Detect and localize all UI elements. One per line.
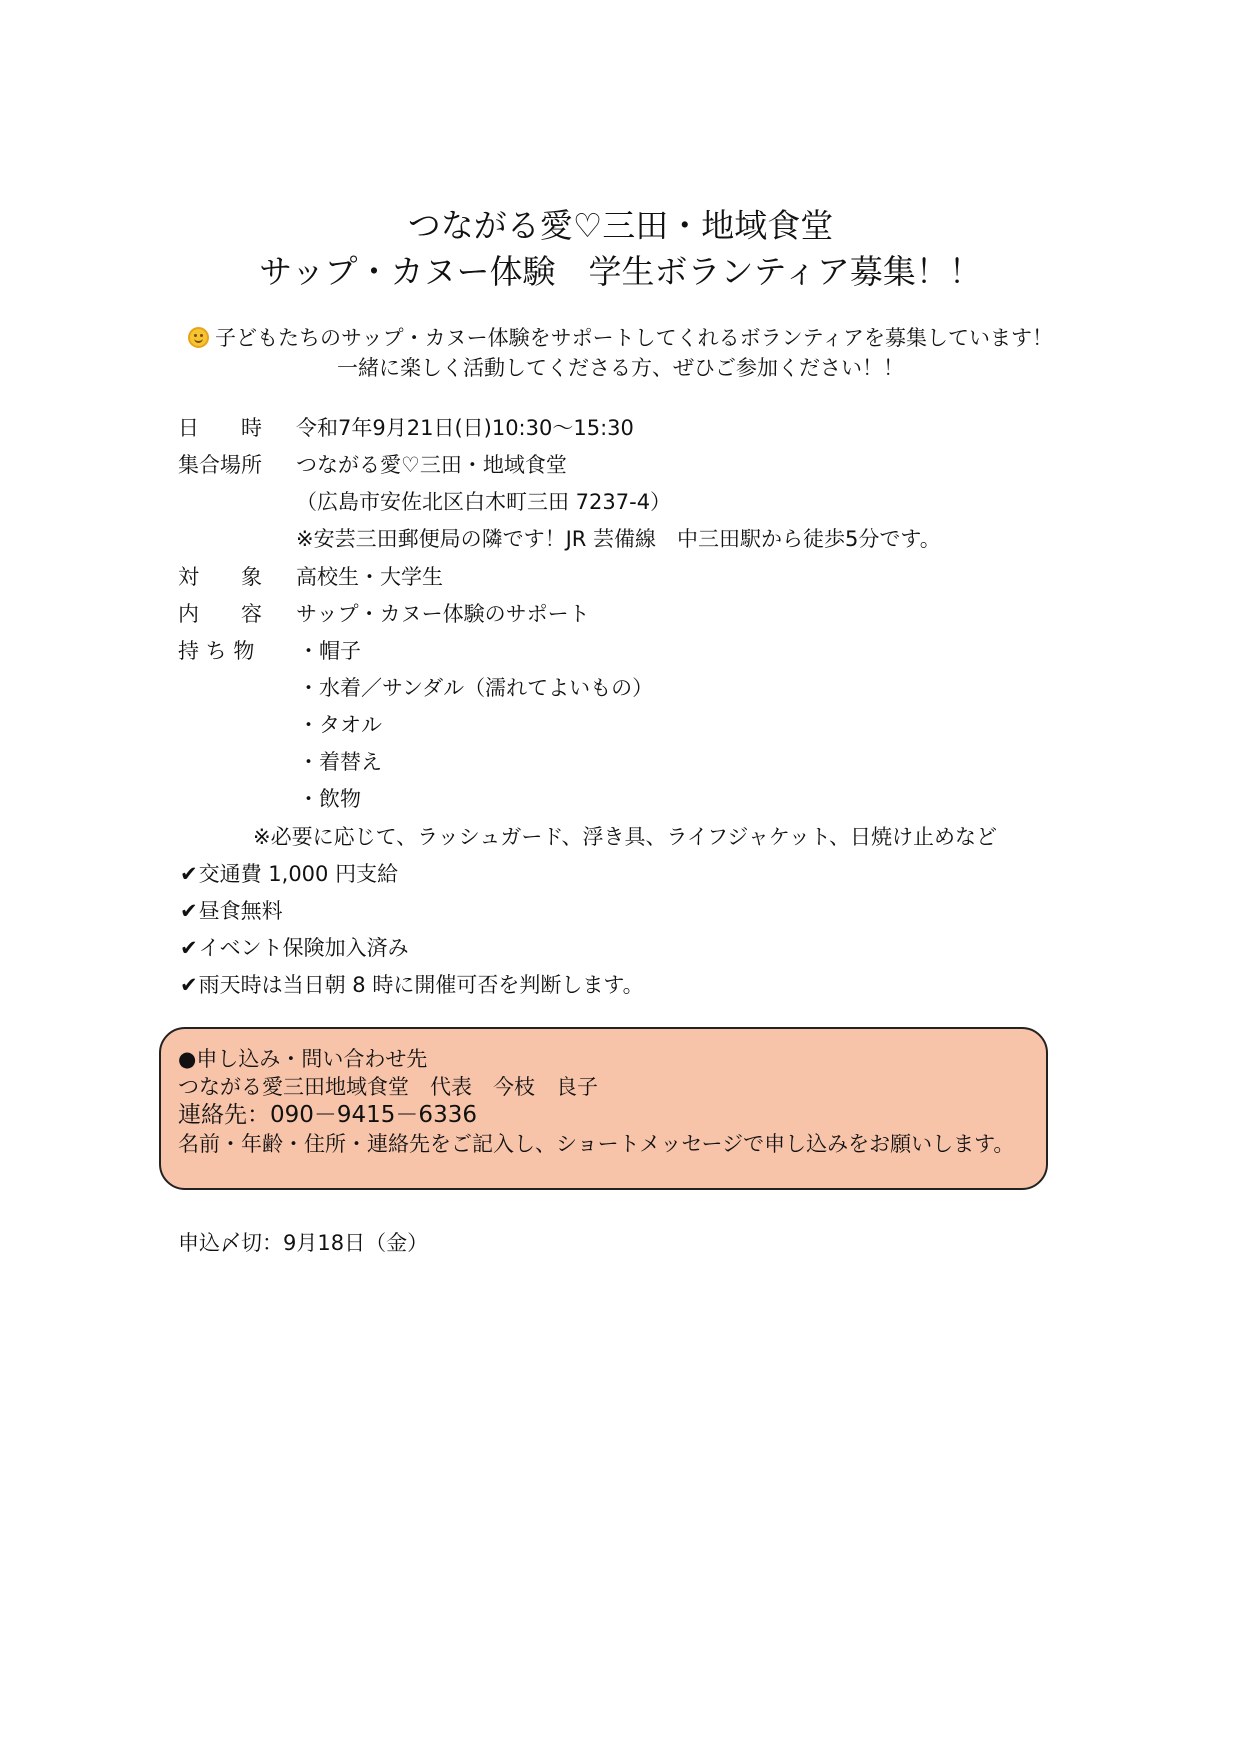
- belongings-item: ・飲物: [298, 787, 361, 811]
- check-icon: ✔: [180, 862, 198, 886]
- belongings-item: ・水着／サンダル（濡れてよいもの）: [298, 676, 654, 700]
- place-note: ※安芸三田郵便局の隣です！JR 芸備線 中三田駅から徒歩5分です。: [296, 527, 941, 551]
- belongings-item: ・着替え: [298, 750, 382, 774]
- check-icon: ✔: [180, 936, 198, 960]
- benefit-item: ✔交通費 1,000 円支給: [180, 862, 399, 886]
- intro-line-2: 一緒に楽しく活動してくださる方、ぜひご参加ください！！: [337, 356, 904, 380]
- intro-text-1: 子どもたちのサップ・カヌー体験をサポートしてくれるボランティアを募集しています！: [215, 326, 1053, 350]
- target-value: 高校生・大学生: [296, 565, 443, 589]
- target-label: 対 象: [178, 565, 262, 589]
- belongings-item: ・タオル: [298, 713, 382, 737]
- content-label: 内 容: [178, 602, 262, 626]
- deadline: 申込〆切：9月18日（金）: [178, 1231, 429, 1255]
- check-icon: ✔: [180, 973, 198, 997]
- belongings-note: ※必要に応じて、ラッシュガード、浮き具、ライフジャケット、日焼け止めなど: [253, 825, 997, 849]
- title-line-1: つながる愛♡三田・地域食堂: [407, 206, 834, 245]
- contact-organizer: つながる愛三田地域食堂 代表 今枝 良子: [178, 1075, 598, 1099]
- content-value: サップ・カヌー体験のサポート: [296, 602, 590, 626]
- contact-phone: 連絡先：090－9415－6336: [178, 1102, 477, 1128]
- benefit-item: ✔雨天時は当日朝 8 時に開催可否を判断します。: [180, 973, 644, 997]
- place-address: （広島市安佐北区白木町三田 7237-4）: [296, 490, 672, 514]
- smile-icon: [188, 327, 209, 348]
- place-label: 集合場所: [178, 453, 262, 477]
- place-value: つながる愛♡三田・地域食堂: [296, 453, 567, 477]
- datetime-value: 令和7年9月21日(日)10:30～15:30: [296, 416, 634, 440]
- benefit-item: ✔昼食無料: [180, 899, 283, 923]
- benefit-item: ✔イベント保険加入済み: [180, 936, 409, 960]
- contact-instructions: 名前・年齢・住所・連絡先をご記入し、ショートメッセージで申し込みをお願いします。: [178, 1132, 1015, 1156]
- intro-line-1: [0, 323, 1241, 353]
- belongings-item: ・帽子: [298, 639, 361, 663]
- title-line-2: サップ・カヌー体験 学生ボランティア募集！！: [259, 252, 982, 291]
- belongings-label: 持 ち 物: [178, 639, 255, 663]
- contact-heading: ●申し込み・問い合わせ先: [178, 1047, 428, 1071]
- datetime-label: 日 時: [178, 416, 262, 440]
- check-icon: ✔: [180, 899, 198, 923]
